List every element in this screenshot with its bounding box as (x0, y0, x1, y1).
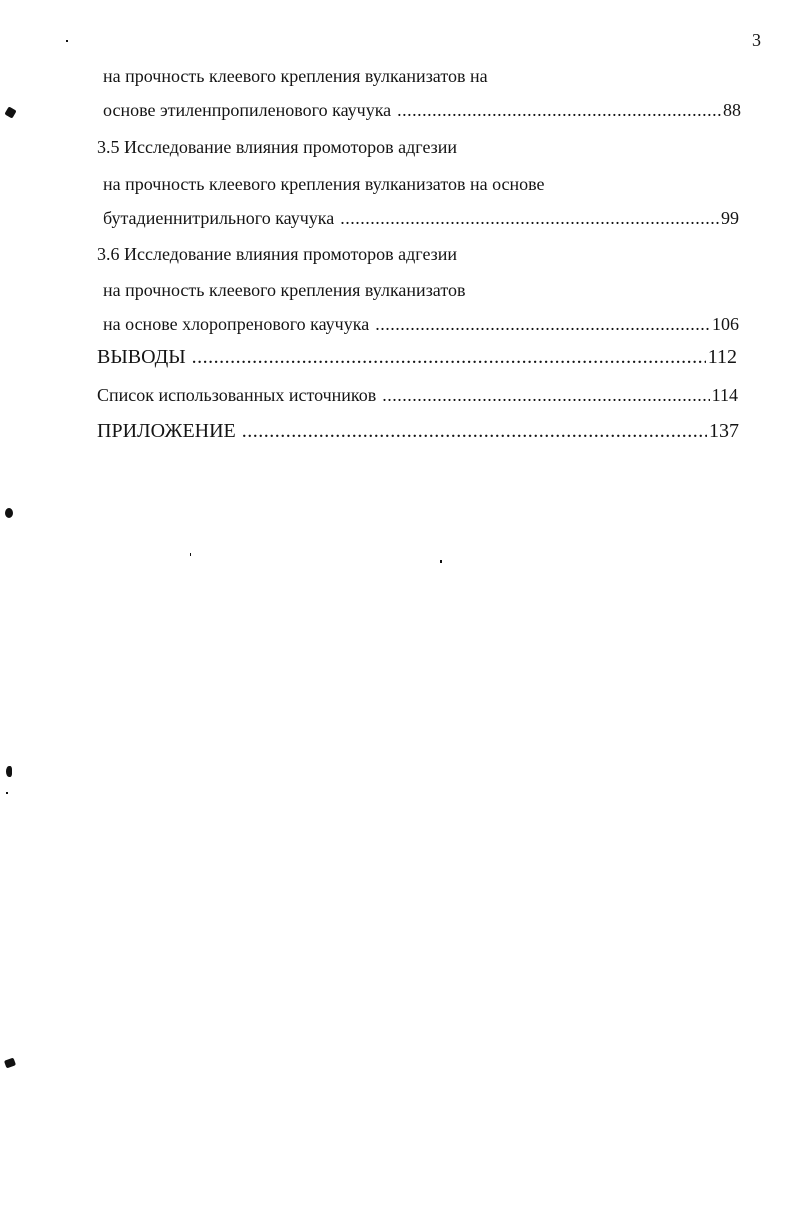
toc-section-3-5: 3.5 Исследование влияния промоторов адгезии (97, 137, 458, 157)
toc-entry-title: Список использованных источников (97, 385, 377, 405)
toc-entry-page: 137 (709, 420, 739, 442)
toc-entry-page: 106 (712, 314, 739, 334)
scan-mark (4, 1058, 16, 1069)
toc-entry-conclusions (97, 346, 737, 368)
toc-entry-title: ПРИЛОЖЕНИЕ (97, 420, 236, 442)
toc-entry-title: бутадиеннитрильного каучука (103, 208, 335, 228)
toc-entry-nbr (103, 207, 739, 229)
toc-entry-page: 88 (723, 100, 741, 120)
dot-leader (397, 99, 721, 121)
dot-leader (242, 420, 707, 442)
toc-entry-references (97, 384, 738, 406)
scan-mark (190, 553, 191, 556)
scan-mark (6, 792, 8, 794)
toc-line-1: на прочность клеевого крепления вулканизатов на (103, 66, 488, 86)
dot-leader (192, 346, 706, 368)
toc-entry-appendix (97, 420, 739, 442)
dot-leader (382, 384, 709, 406)
toc-section-3-6: 3.6 Исследование влияния промоторов адгезии (97, 244, 458, 264)
toc-line-7: на прочность клеевого крепления вулканизатов (103, 280, 466, 300)
scan-mark (4, 106, 16, 118)
scan-mark (440, 560, 442, 563)
toc-entry-title: основе этиленпропиленового каучука (103, 100, 392, 120)
toc-entry-page: 99 (721, 208, 739, 228)
toc-entry-cr (103, 313, 739, 335)
toc-line-4: на прочность клеевого крепления вулканизатов на основе (103, 174, 545, 194)
dot-leader (340, 207, 719, 229)
toc-entry-page: 112 (707, 346, 737, 368)
toc-entry-page: 114 (711, 385, 738, 405)
toc-entry-epdm (103, 99, 741, 121)
scan-mark (6, 766, 12, 777)
page-number: 3 (752, 30, 761, 50)
toc-entry-title: ВЫВОДЫ (97, 346, 186, 368)
scan-mark (5, 508, 13, 518)
toc-entry-title: на основе хлоропренового каучука (103, 314, 370, 334)
scan-mark (66, 40, 68, 42)
dot-leader (375, 313, 710, 335)
